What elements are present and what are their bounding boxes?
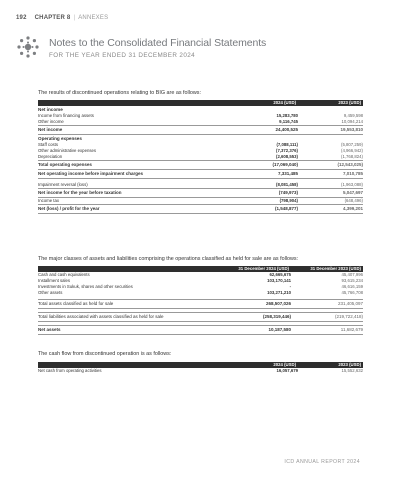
t1-col1-header: 2024 (USD) — [233, 100, 298, 106]
section-label: Operating expenses — [38, 135, 82, 141]
t3-intro: The cash flow from discontinued operation is as follows: — [38, 351, 172, 357]
value-2023: (4,966,942) — [341, 148, 363, 153]
total-row — [38, 126, 363, 135]
row-label: Net (loss) / profit for the year — [38, 205, 233, 214]
row-label: Staff costs — [38, 142, 58, 147]
value-2023: 5,047,697 — [298, 189, 363, 198]
value-2024: (258,319,446) — [219, 313, 291, 322]
page-title: Notes to the Consolidated Financial Statements — [49, 37, 267, 49]
value-2024: 103,271,210 — [267, 290, 291, 295]
value-2023: 7,010,785 — [298, 170, 363, 179]
value-2023: 9,459,598 — [343, 113, 363, 118]
value-2024: (7,088,111) — [276, 142, 298, 147]
row-label: Net operating income before impairment charges — [38, 170, 233, 179]
t3-col2-header: 2023 (USD) — [298, 362, 363, 368]
page-footer: ICD ANNUAL REPORT 2024 — [284, 459, 360, 465]
cash-flow-table — [38, 362, 363, 374]
value-2024: (17,069,040) — [233, 161, 298, 170]
value-2024: 9,116,745 — [279, 119, 298, 124]
value-2023: (219,722,418) — [291, 313, 363, 322]
discontinued-results-table — [38, 100, 363, 214]
t1-col2-header: 2023 (USD) — [298, 100, 363, 106]
value-2023: 93,615,234 — [341, 278, 363, 283]
t2-col2-header: 31 December 2023 (USD) — [291, 266, 363, 272]
row-label: Investments in Sukuk, shares and other securities — [38, 284, 133, 289]
value-2023: 10,094,214 — [341, 119, 363, 124]
section-label: ANNEXES — [78, 15, 109, 21]
chapter-label: CHAPTER 8 — [34, 15, 71, 21]
value-2023: 45,766,708 — [341, 290, 363, 295]
page-number: 192 — [16, 15, 27, 21]
value-2023: 11,682,679 — [291, 326, 363, 335]
total-row — [38, 170, 363, 179]
row-label: Net cash from operating activities — [38, 368, 102, 373]
row-label: Total operating expenses — [38, 161, 233, 170]
value-2023: (5,807,259) — [341, 142, 363, 147]
value-2023: (1,768,824) — [341, 154, 363, 159]
row-label: Installment sales — [38, 278, 71, 283]
row-label: Total assets classified as held for sale — [38, 300, 219, 309]
t2-intro: The major classes of assets and liabilities comprising the operations classified as held for sale are as follows: — [38, 256, 299, 262]
row-label: Depreciation — [38, 154, 63, 159]
value-2023: (12,543,025) — [298, 161, 363, 170]
value-2024: (2,608,553) — [276, 154, 298, 159]
page-header: 192 CHAPTER 8 | ANNEXES — [16, 15, 109, 21]
row-label: Net income for the year before taxation — [38, 189, 233, 198]
value-2024: (8,081,458) — [276, 182, 298, 187]
value-2024: (1,548,877) — [233, 205, 298, 214]
total-row — [38, 161, 363, 170]
row-label: Impairment reversal (loss) — [38, 182, 88, 187]
total-row — [38, 326, 363, 335]
total-row — [38, 300, 363, 309]
row-label: Cash and cash equivalents — [38, 272, 90, 277]
value-2024: (7,372,376) — [276, 148, 298, 153]
value-2024: 62,665,675 — [269, 272, 291, 277]
value-2024: 10,187,580 — [219, 326, 291, 335]
row-label: Income from financing assets — [38, 113, 94, 118]
row-label: Other administrative expenses — [38, 148, 97, 153]
value-2024: - — [289, 284, 291, 289]
t1-opex-section — [38, 135, 363, 143]
value-2024: 7,331,485 — [233, 170, 298, 179]
row-label: Net assets — [38, 326, 219, 335]
table-row — [38, 368, 363, 374]
value-2024: 16,057,679 — [276, 368, 298, 373]
section-label: Net income — [38, 106, 63, 112]
row-label: Income tax — [38, 198, 60, 203]
t1-intro: The results of discontinued operations relating to BIG are as follows: — [38, 90, 202, 96]
t3-col1-header: 2024 (USD) — [233, 362, 298, 368]
value-2023: (1,963,088) — [341, 182, 363, 187]
total-row — [38, 205, 363, 214]
table-row — [38, 198, 363, 205]
page-subtitle: FOR THE YEAR ENDED 31 DECEMBER 2024 — [49, 52, 196, 59]
value-2023: 46,616,159 — [341, 284, 363, 289]
row-label: Net income — [38, 126, 233, 135]
value-2024: 268,507,026 — [219, 300, 291, 309]
total-row — [38, 313, 363, 322]
row-label: Total liabilities associated with assets classified as held for sale — [38, 313, 219, 322]
value-2024: (798,904) — [279, 198, 298, 203]
value-2024: 103,170,141 — [267, 278, 291, 283]
value-2024: 15,283,780 — [276, 113, 298, 118]
held-for-sale-table — [38, 266, 363, 335]
total-row — [38, 189, 363, 198]
value-2024: (749,973) — [233, 189, 298, 198]
value-2023: (648,496) — [344, 198, 363, 203]
value-2023: 45,407,996 — [341, 272, 363, 277]
row-label: Other income — [38, 119, 64, 124]
value-2023: 15,552,632 — [341, 368, 363, 373]
value-2023: 19,553,810 — [298, 126, 363, 135]
value-2023: 4,399,201 — [298, 205, 363, 214]
t2-col1-header: 31 December 2024 (USD) — [219, 266, 291, 272]
value-2024: 24,400,525 — [233, 126, 298, 135]
icd-logo-icon — [16, 35, 40, 59]
value-2023: 231,405,097 — [291, 300, 363, 309]
row-label: Other assets — [38, 290, 63, 295]
t1-income-section — [38, 106, 363, 113]
